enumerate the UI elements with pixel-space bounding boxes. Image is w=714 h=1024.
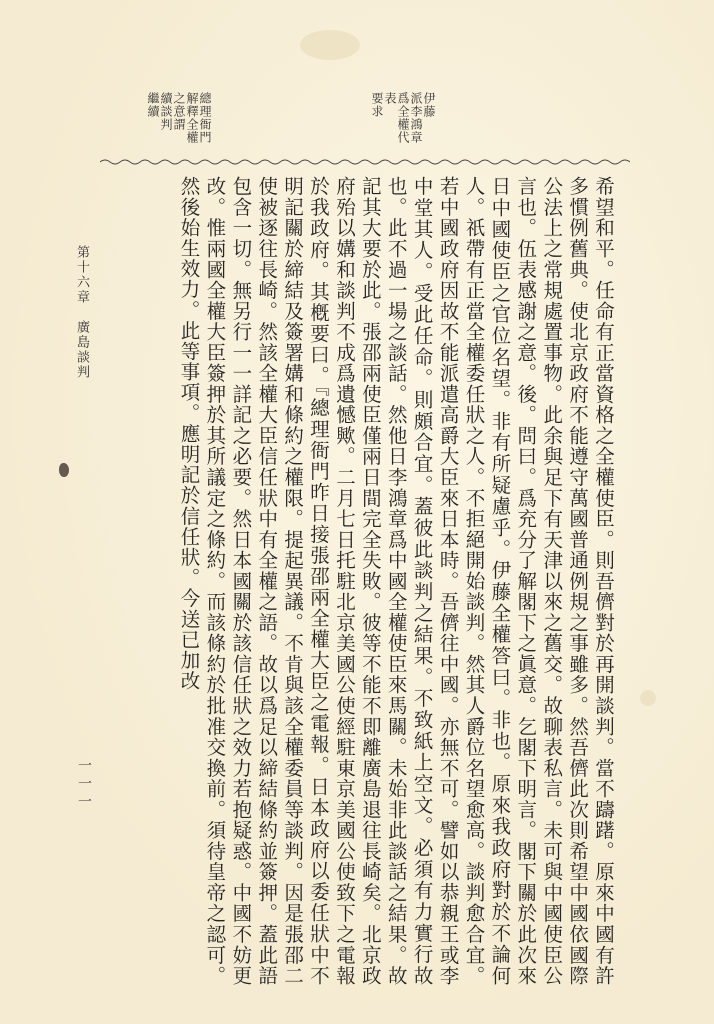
body-paragraph: 希望和平。任命有正當資格之全權使臣。則吾儕對於再開談判。當不躊躇。原來中國有許多慣例舊典。使北京政府不能遵守萬國普通例規之事雖多。然吾儕此次則希望中國依國際公法上之常規處置事物。此余與足下有天津以來之舊交。故聊表私言。未可與中國使臣公言也。伍表感謝之意。後。問曰。爲充分了解閣下之眞意。乞閣下明言。閣下關於此次來日中國使臣之官位名望。非有所疑慮乎。伊藤全權答曰。非也。原來我政府對於不論何人。祇帶有正當全權委任狀之人。不拒絕開始談判。然其人爵位名望愈高。談判愈合宜。若中國政府因故不能派遣高爵大臣來日本時。吾儕往中國。亦無不可。譬如以恭親王或李中堂其人。受此任命。則頗合宜。蓋彼此談判之結果。不致紙上空文。必須有力實行故也。此不過一場之談話。然他日李鴻章爲中國全權使臣來馬關。未始非此談話之結果。故記其大要於此。張邵兩使臣僅兩日間完全失敗。彼等不能不即離廣島退往長崎矣。北京政府殆以媾和談判不成爲遺憾歟。二月七日托駐北京美國公使經駐東京美國公使致下之電報於我政府。其槪要曰。『總理衙門昨日接張邵兩全權大臣之電報。日本政府以委任狀中不明記關於締結及簽署媾和條約之權限。提起異議。不肯與該全權委員等談判。因是張邵二使被逐往長崎。然該全權大臣信任狀中有全權之語。故以爲足以締結條約並簽押。蓋此語包含一切。無另行一一詳記之必要。然日本國關於該信任狀之效力若抱疑惑。中國不妨更改。惟兩國全權大臣簽押於其所議定之條約。而該條約於批准交換前。須待皇帝之認可。然後始生效力。此等事項。應明記於信任狀。今送已加改 <box>177 176 615 986</box>
ink-blot <box>59 463 69 477</box>
headnote-line: 續談判 <box>159 92 173 131</box>
headnote-line: 總理衙門 <box>198 92 212 144</box>
headnote-right <box>370 92 435 156</box>
headnote-line: 伊藤 <box>422 92 436 118</box>
headnote-left <box>146 92 211 156</box>
headnote-line: 之意謂 <box>172 92 186 131</box>
page-number: 一一一 <box>76 758 92 812</box>
wavy-divider <box>100 158 630 166</box>
chapter-title: 第十六章 廣島談判 <box>74 245 89 380</box>
paper-stain <box>300 30 360 60</box>
headnote-line: 解釋全權 <box>185 92 199 144</box>
headnote-line: 爲全權代表 <box>383 92 410 144</box>
paper-stain <box>640 690 656 706</box>
headnote-line: 派李鴻章 <box>409 92 423 144</box>
headnote-line: 要求 <box>370 92 384 118</box>
headnote-line: 繼續 <box>146 92 160 118</box>
body-text <box>96 176 616 986</box>
